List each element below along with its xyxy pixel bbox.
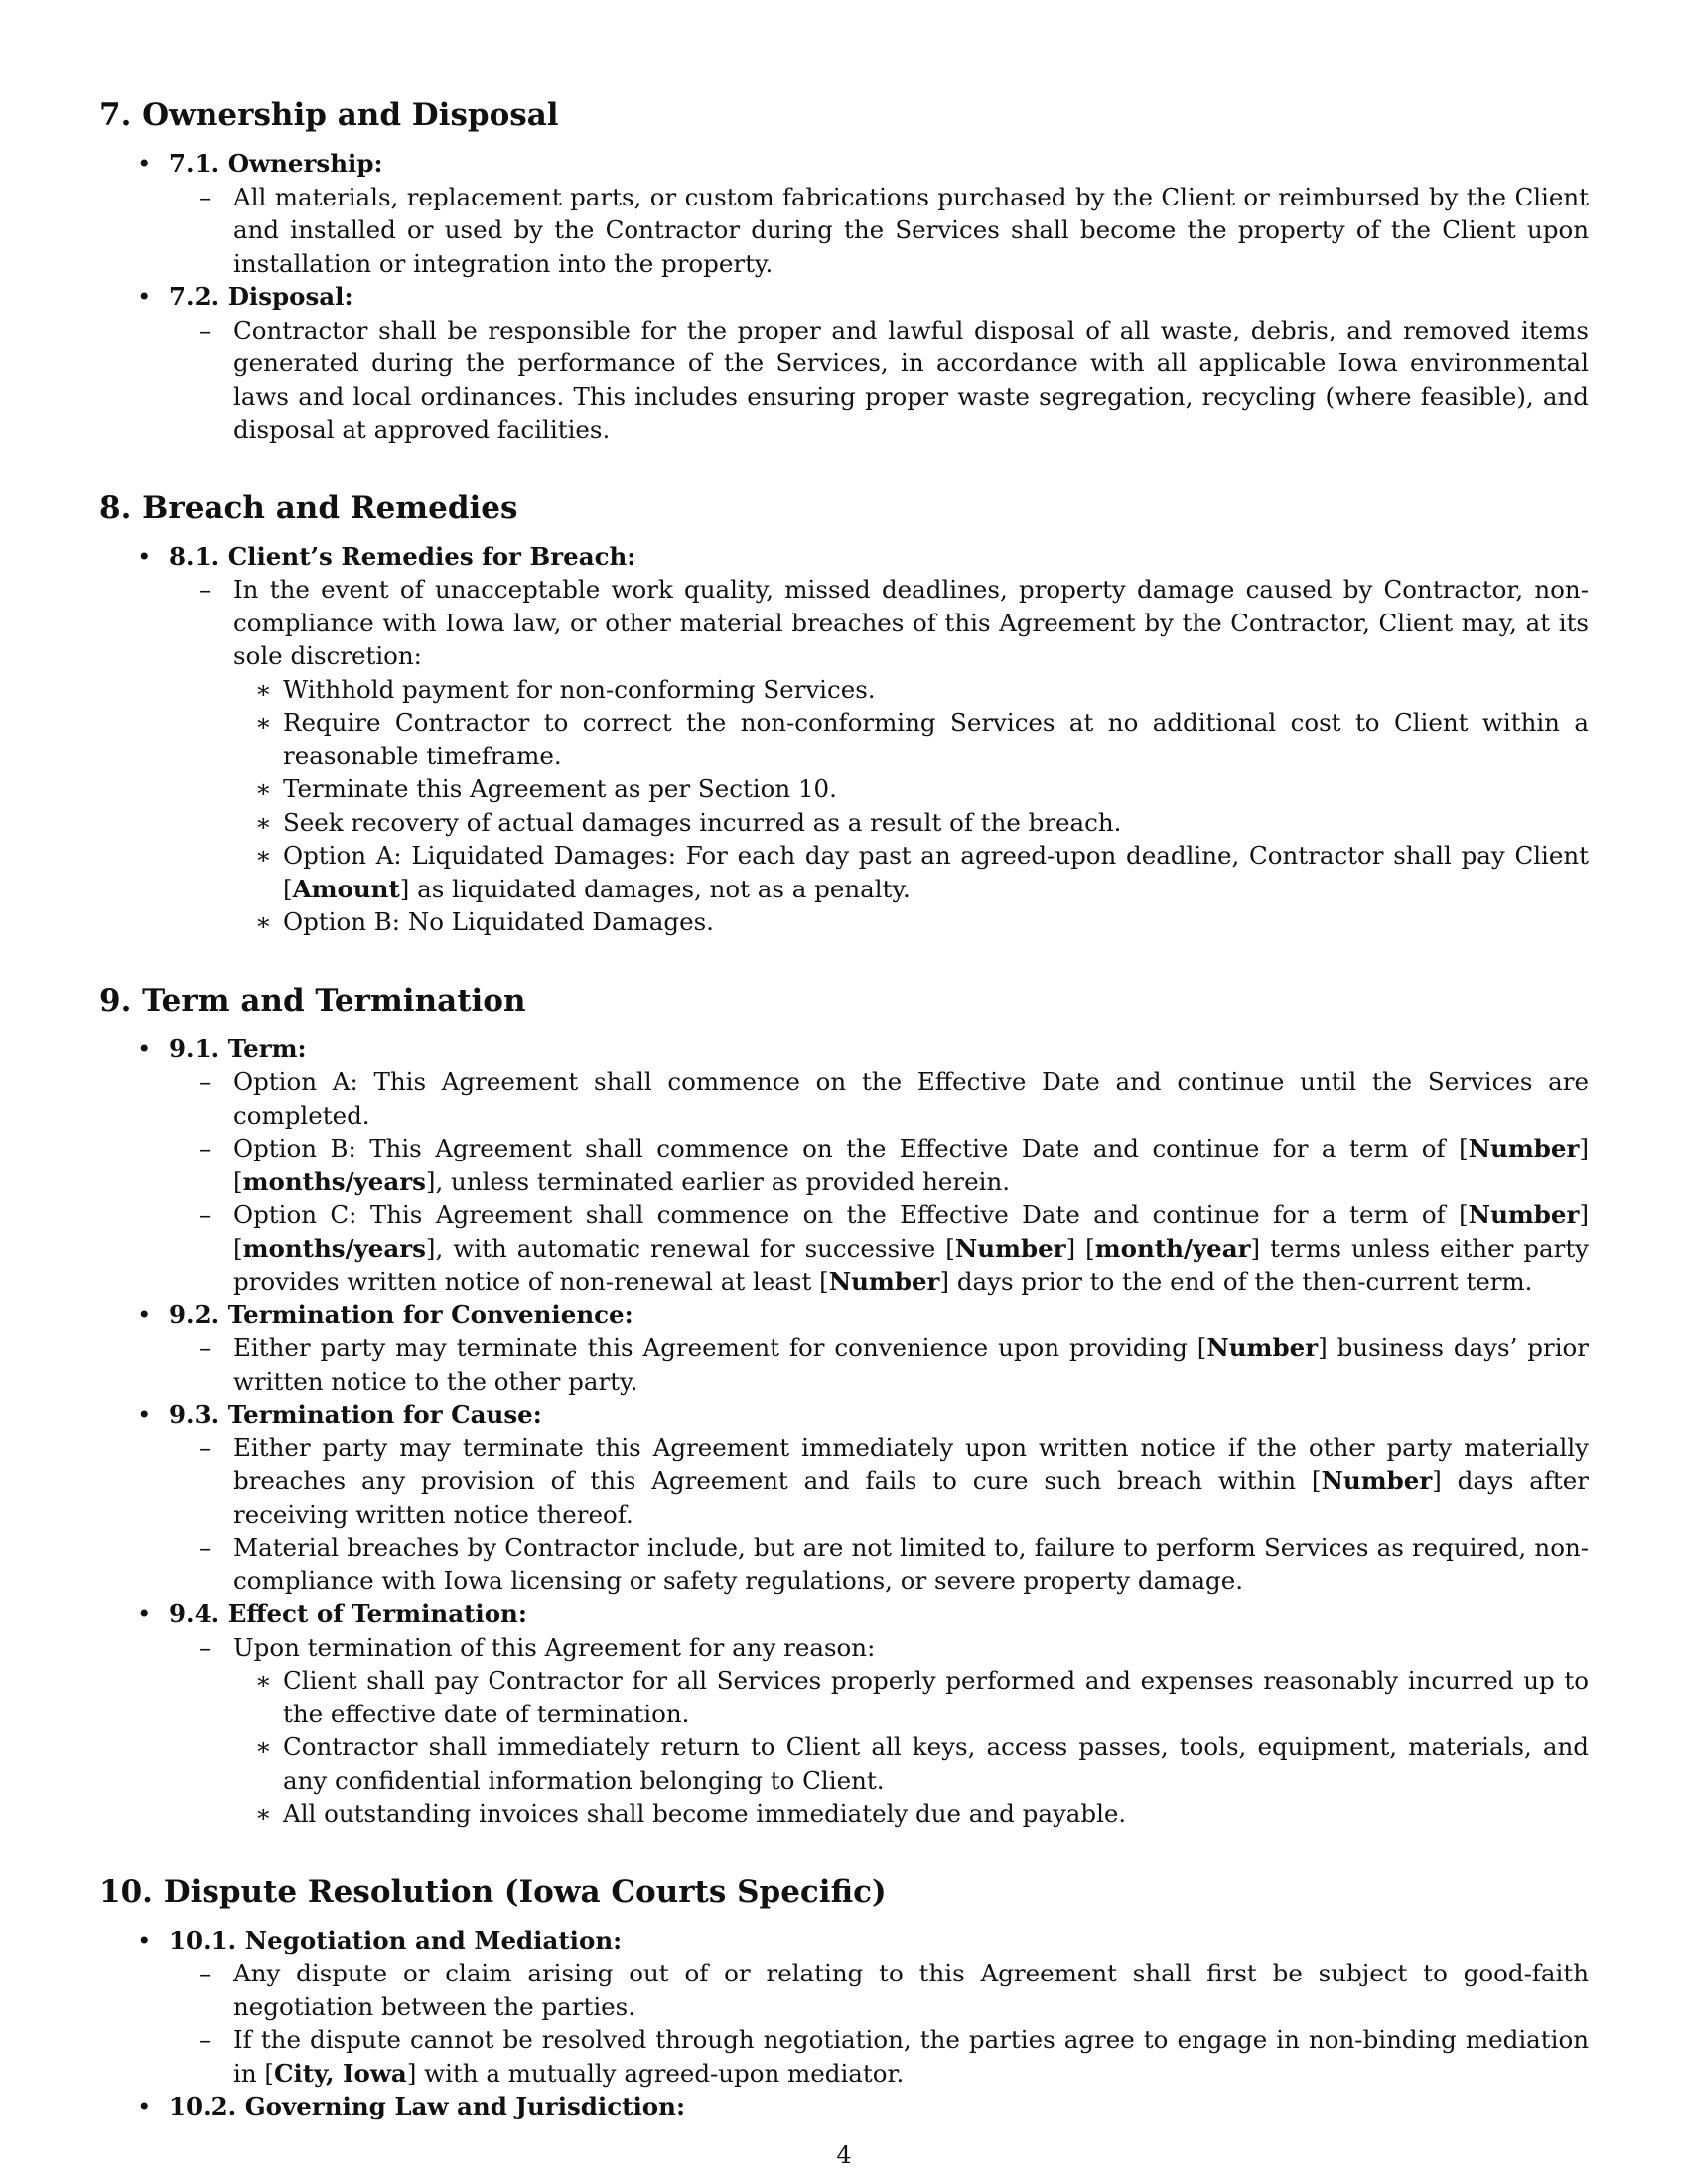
- section-number: 10.: [99, 1873, 153, 1910]
- section-number: 8.: [99, 489, 132, 526]
- asterisk-bullet-icon: ∗: [255, 1666, 272, 1695]
- clause-title: Governing Law and Jurisdiction:: [244, 2092, 685, 2120]
- asterisk-bullet-icon: ∗: [255, 708, 272, 737]
- section-title: Breach and Remedies: [142, 489, 518, 526]
- section-7: [99, 95, 1589, 447]
- sub-item: [233, 1797, 1589, 1831]
- clause-number: 7.2.: [169, 282, 220, 311]
- clause-number: 9.4.: [169, 1599, 220, 1628]
- asterisk-bullet-icon: ∗: [255, 1732, 272, 1761]
- document-page: [99, 95, 1589, 2165]
- clause-item: [169, 2023, 1589, 2090]
- sub-item: [233, 1664, 1589, 1730]
- clause-10-1: [99, 1924, 1589, 2091]
- clause-item: [169, 1631, 1589, 1831]
- clause-item: [169, 1432, 1589, 1532]
- bullet-icon: •: [137, 282, 152, 311]
- dash-icon: –: [199, 1959, 211, 1987]
- clause-item-text: Option A: This Agreement shall commence on the Effective Date and continue until the Services are completed.: [233, 1067, 1589, 1130]
- bullet-icon: •: [137, 1033, 152, 1063]
- clause-item: [169, 181, 1589, 281]
- bullet-icon: •: [137, 1299, 152, 1329]
- asterisk-bullet-icon: ∗: [255, 841, 272, 870]
- dash-icon: –: [199, 2025, 211, 2054]
- dash-icon: –: [199, 1632, 211, 1662]
- clause-item-text: In the event of unacceptable work quality, missed deadlines, property damage caused by Contractor, non-compliance with Iowa law, or other material breaches of this Agreement by the Contractor, Client may, at its sole discretion:: [233, 575, 1589, 670]
- dash-icon: –: [199, 1067, 211, 1096]
- clause-item-text: Option B: This Agreement shall commence on the Effective Date and continue for a term of [Number] [months/years], unless terminated earlier as provided herein.: [233, 1134, 1589, 1196]
- sub-item-text: Terminate this Agreement as per Section 10.: [283, 774, 837, 803]
- clause-item: [169, 1132, 1589, 1198]
- clause-title: Termination for Cause:: [227, 1400, 542, 1429]
- clause-title: Term:: [227, 1033, 307, 1063]
- dash-icon: –: [199, 1134, 211, 1162]
- sub-item-text: Client shall pay Contractor for all Services properly performed and expenses reasonably incurred up to the effective date of termination.: [283, 1666, 1589, 1728]
- clause-number: 10.2.: [169, 2092, 237, 2120]
- sub-item: [233, 839, 1589, 905]
- clause-item: [169, 1331, 1589, 1398]
- dash-icon: –: [199, 1533, 211, 1562]
- section-heading: [99, 95, 1589, 135]
- asterisk-bullet-icon: ∗: [255, 1799, 272, 1828]
- dash-icon: –: [199, 575, 211, 604]
- bullet-icon: •: [137, 149, 152, 178]
- section-title: Ownership and Disposal: [142, 97, 559, 133]
- clause-item: [169, 314, 1589, 447]
- clause-item-text: Either party may terminate this Agreement immediately upon written notice if the other party materially breaches any provision of this Agreement and fails to cure such breach within [Number] days after receiving written notice thereof.: [233, 1433, 1589, 1529]
- dash-icon: –: [199, 1200, 211, 1229]
- sub-item-text: Option B: No Liquidated Damages.: [283, 907, 714, 936]
- asterisk-bullet-icon: ∗: [255, 807, 272, 837]
- section-heading: [99, 981, 1589, 1021]
- clause-title: Disposal:: [227, 282, 353, 311]
- sub-item-text: Option A: Liquidated Damages: For each day past an agreed-upon deadline, Contractor shall pay Client [Amount] as liquidated damages, not as a penalty.: [283, 841, 1589, 903]
- clause-10-2: [99, 2090, 1589, 2123]
- clause-number: 9.3.: [169, 1400, 220, 1429]
- sub-item: [233, 772, 1589, 806]
- clause-item-text: All materials, replacement parts, or custom fabrications purchased by the Client or reimbursed by the Client and installed or used by the Contractor during the Services shall become the property of the Client upon installation or integration into the property.: [233, 182, 1589, 278]
- clause-number: 10.1.: [169, 1925, 237, 1955]
- clause-heading: [169, 147, 1589, 181]
- clause-7-1: [99, 147, 1589, 280]
- dash-icon: –: [199, 1433, 211, 1462]
- clause-number: 8.1.: [169, 541, 220, 571]
- clause-item: [169, 573, 1589, 939]
- clause-item-text: Any dispute or claim arising out of or relating to this Agreement shall first be subject to good-faith negotiation between the parties.: [233, 1959, 1589, 2021]
- section-number: 9.: [99, 982, 132, 1019]
- clause-heading: [169, 1298, 1589, 1332]
- sub-item-text: Contractor shall immediately return to Client all keys, access passes, tools, equipment, materials, and any confidential information belonging to Client.: [283, 1732, 1589, 1795]
- section-title: Term and Termination: [142, 982, 526, 1019]
- dash-icon: –: [199, 315, 211, 344]
- section-10: [99, 1872, 1589, 2123]
- section-8: [99, 488, 1589, 939]
- bullet-icon: •: [137, 1400, 152, 1429]
- section-title: Dispute Resolution (Iowa Courts Specific): [163, 1873, 887, 1910]
- clause-9-2: [99, 1298, 1589, 1399]
- clause-title: Client’s Remedies for Breach:: [227, 541, 636, 571]
- clause-heading: [169, 1398, 1589, 1432]
- sub-item: [233, 905, 1589, 939]
- clause-item: [169, 1531, 1589, 1597]
- clause-heading: [169, 1924, 1589, 1958]
- clause-heading: [169, 2090, 1589, 2123]
- asterisk-bullet-icon: ∗: [255, 907, 272, 936]
- bullet-icon: •: [137, 541, 152, 571]
- clause-heading: [169, 280, 1589, 314]
- clause-8-1: [99, 540, 1589, 939]
- sub-item: [233, 673, 1589, 707]
- clause-9-3: [99, 1398, 1589, 1597]
- clause-item-text: Upon termination of this Agreement for any reason:: [233, 1632, 876, 1662]
- bullet-icon: •: [137, 2092, 152, 2120]
- clause-item: [169, 1065, 1589, 1132]
- clause-title: Negotiation and Mediation:: [244, 1925, 623, 1955]
- section-number: 7.: [99, 97, 132, 133]
- bullet-icon: •: [137, 1599, 152, 1628]
- clause-title: Effect of Termination:: [227, 1599, 527, 1628]
- clause-item-text: Option C: This Agreement shall commence on the Effective Date and continue for a term of [Number] [months/years], with automatic renewal for successive [Number] [month/year] terms unless either party provides written notice of non-renewal at least [Number] days prior to the end of the then-current term.: [233, 1200, 1590, 1296]
- clause-title: Termination for Convenience:: [227, 1299, 633, 1329]
- page-number: 4: [836, 2141, 852, 2169]
- clause-item: [169, 1957, 1589, 2023]
- sub-item-text: Seek recovery of actual damages incurred as a result of the breach.: [283, 807, 1122, 837]
- section-heading: [99, 1872, 1589, 1912]
- sub-item-text: All outstanding invoices shall become immediately due and payable.: [283, 1799, 1127, 1828]
- sub-item: [233, 1730, 1589, 1797]
- clause-item-text: If the dispute cannot be resolved through negotiation, the parties agree to engage in non-binding mediation in [City, Iowa] with a mutually agreed-upon mediator.: [233, 2025, 1589, 2088]
- sub-item-text: Require Contractor to correct the non-conforming Services at no additional cost to Client within a reasonable timeframe.: [283, 708, 1589, 770]
- bullet-icon: •: [137, 1925, 152, 1955]
- clause-item-text: Contractor shall be responsible for the proper and lawful disposal of all waste, debris, and removed items generated during the performance of the Services, in accordance with all applicable Iowa environmental laws and local ordinances. This includes ensuring proper waste segregation, recycling (where feasible), and disposal at approved facilities.: [233, 315, 1589, 444]
- clause-7-2: [99, 280, 1589, 447]
- dash-icon: –: [199, 182, 211, 211]
- clause-item: [169, 1198, 1589, 1298]
- clause-item-text: Either party may terminate this Agreement for convenience upon providing [Number] business days’ prior written notice to the other party.: [233, 1333, 1589, 1396]
- section-9: [99, 981, 1589, 1831]
- sub-item: [233, 806, 1589, 840]
- clause-9-1: [99, 1032, 1589, 1298]
- sub-item-text: Withhold payment for non-conforming Services.: [283, 674, 876, 704]
- clause-heading: [169, 540, 1589, 574]
- asterisk-bullet-icon: ∗: [255, 774, 272, 803]
- clause-item-text: Material breaches by Contractor include, but are not limited to, failure to perform Services as required, non-compliance with Iowa licensing or safety regulations, or severe property damage.: [233, 1533, 1589, 1595]
- clause-number: 9.2.: [169, 1299, 220, 1329]
- clause-number: 9.1.: [169, 1033, 220, 1063]
- dash-icon: –: [199, 1333, 211, 1362]
- clause-heading: [169, 1597, 1589, 1631]
- clause-title: Ownership:: [227, 149, 383, 178]
- clause-heading: [169, 1032, 1589, 1066]
- sub-item: [233, 706, 1589, 772]
- section-heading: [99, 488, 1589, 528]
- clause-9-4: [99, 1597, 1589, 1831]
- asterisk-bullet-icon: ∗: [255, 674, 272, 704]
- clause-number: 7.1.: [169, 149, 220, 178]
